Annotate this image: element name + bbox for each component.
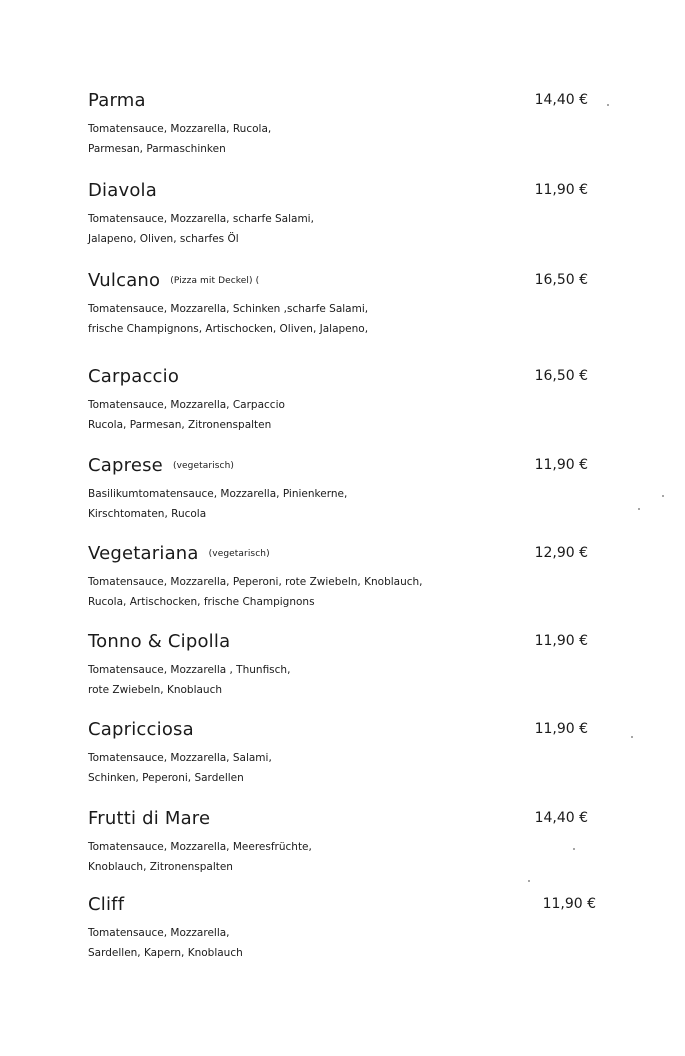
item-price: 16,50 € (534, 368, 588, 384)
description-line: Tomatensauce, Mozzarella, scharfe Salami, (88, 213, 314, 225)
item-name: Capricciosa (88, 719, 194, 740)
menu-item-frutti-di-mare (88, 808, 608, 877)
menu-item-caprese (88, 455, 608, 524)
item-price: 11,90 € (542, 896, 596, 912)
description-line: Schinken, Peperoni, Sardellen (88, 771, 244, 784)
description-line: Tomatensauce, Mozzarella, Meeresfrüchte, (88, 841, 312, 853)
item-description (88, 210, 608, 249)
menu-item-parma (88, 90, 608, 159)
menu-item-cliff (88, 894, 608, 963)
item-name: Vulcano (88, 270, 161, 291)
description-line: Jalapeno, Oliven, scharfes Öl (88, 232, 239, 245)
description-line: Tomatensauce, Mozzarella, Peperoni, rote Zwiebeln, Knoblauch, (88, 576, 423, 588)
description-line: Rucola, Parmesan, Zitronenspalten (88, 418, 272, 431)
item-price: 11,90 € (534, 182, 588, 198)
description-line: Knoblauch, Zitronenspalten (88, 860, 233, 873)
item-name: Vegetariana (88, 543, 199, 564)
description-line: Tomatensauce, Mozzarella, (88, 927, 230, 939)
description-line: Kirschtomaten, Rucola (88, 507, 207, 520)
item-description (88, 300, 608, 339)
scan-speck (607, 104, 609, 106)
description-line: Basilikumtomatensauce, Mozzarella, Pinienkerne, (88, 488, 348, 500)
scan-speck (573, 848, 575, 850)
scan-speck (528, 880, 530, 882)
item-description (88, 485, 608, 524)
item-price: 12,90 € (534, 545, 588, 561)
description-line: Tomatensauce, Mozzarella, Carpaccio (88, 399, 285, 411)
item-description (88, 749, 608, 788)
item-price: 11,90 € (534, 721, 588, 737)
item-price: 11,90 € (534, 457, 588, 473)
item-description (88, 924, 608, 963)
description-line: frische Champignons, Artischocken, Oliven, Jalapeno, (88, 322, 369, 335)
item-name: Carpaccio (88, 366, 180, 387)
item-name: Diavola (88, 180, 157, 201)
item-note: (Pizza mit Deckel) ( (170, 276, 260, 286)
scan-speck (631, 736, 633, 738)
description-line: Tomatensauce, Mozzarella, Schinken ,scharfe Salami, (88, 303, 369, 315)
description-line: Tomatensauce, Mozzarella, Rucola, (88, 123, 272, 135)
item-price: 11,90 € (534, 633, 588, 649)
item-name: Caprese (88, 455, 163, 476)
description-line: Rucola, Artischocken, frische Champignons (88, 595, 315, 608)
description-line: rote Zwiebeln, Knoblauch (88, 683, 223, 696)
item-name: Tonno & Cipolla (88, 631, 231, 652)
scan-speck (662, 495, 664, 497)
menu-item-capricciosa (88, 719, 608, 788)
item-name: Frutti di Mare (88, 808, 211, 829)
item-description (88, 120, 608, 159)
menu-item-vulcano (88, 270, 608, 339)
description-line: Tomatensauce, Mozzarella, Salami, (88, 752, 272, 764)
item-price: 14,40 € (534, 92, 588, 108)
scan-speck (638, 508, 640, 510)
menu-item-diavola (88, 180, 608, 249)
item-description (88, 661, 608, 700)
menu-item-vegetariana (88, 543, 608, 612)
item-description (88, 838, 608, 877)
item-name: Parma (88, 90, 146, 111)
description-line: Sardellen, Kapern, Knoblauch (88, 946, 243, 959)
menu-item-tonno-cipolla (88, 631, 608, 700)
item-description (88, 573, 608, 612)
item-description (88, 396, 608, 435)
item-note: (vegetarisch) (208, 549, 270, 559)
item-note: (vegetarisch) (172, 461, 234, 471)
description-line: Tomatensauce, Mozzarella , Thunfisch, (88, 664, 291, 676)
item-name: Cliff (88, 894, 125, 915)
item-price: 14,40 € (534, 810, 588, 826)
description-line: Parmesan, Parmaschinken (88, 142, 226, 155)
item-price: 16,50 € (534, 272, 588, 288)
menu-item-carpaccio (88, 366, 608, 435)
